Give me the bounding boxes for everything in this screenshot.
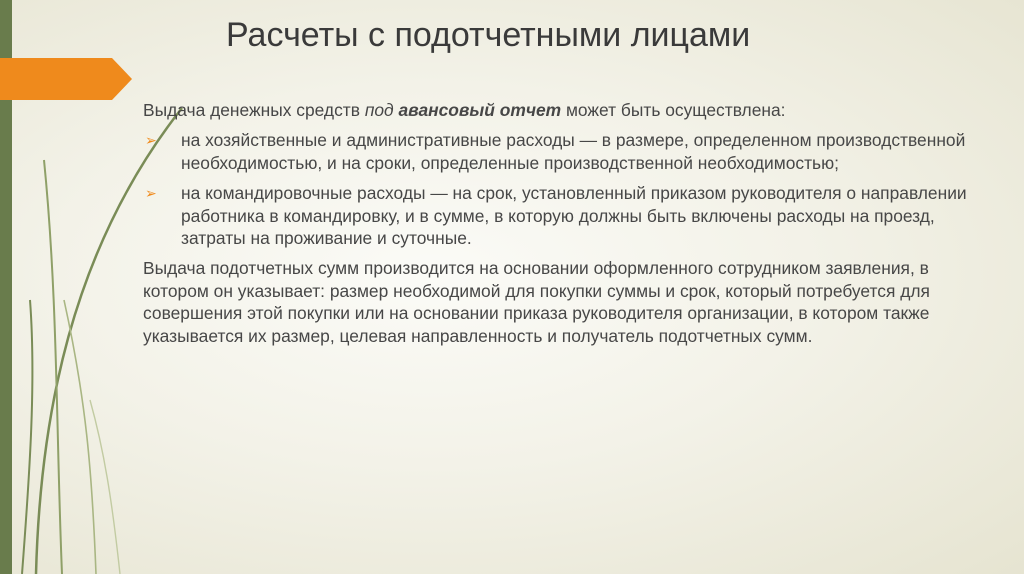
orange-title-marker [0, 58, 132, 100]
bullet-text: на командировочные расходы — на срок, установленный приказом руководителя о направлении работника в командировку, и в сумме, в которую должны быть включены расходы на проезд, затраты на проживание и суточные. [181, 183, 967, 249]
intro-paragraph [143, 99, 983, 121]
slide-title: Расчеты с подотчетными лицами [226, 16, 751, 54]
slide-body [143, 99, 983, 355]
bullet-text: на хозяйственные и административные расходы — в размере, определенном производственной необходимостью, и на сроки, определенные производственной необходимостью; [181, 130, 966, 173]
bullet-item [143, 182, 983, 249]
arrow-bullet-icon: ➢ [145, 185, 157, 202]
intro-text: Выдача денежных средств [143, 100, 365, 120]
bullet-item [143, 129, 983, 174]
intro-italic-word: под [364, 100, 394, 120]
intro-emphasis: авансовый отчет [398, 100, 562, 120]
arrow-bullet-icon: ➢ [145, 132, 157, 149]
closing-paragraph: Выдача подотчетных сумм производится на основании оформленного сотрудником заявления, в котором он указывает: размер необходимой для покупки суммы и срок, который потребуется для совершения этой покупки или на основании приказа руководителя организации, в котором также указывается их размер, целевая направленность и получатель подотчетных сумм. [143, 258, 930, 346]
intro-text-end: может быть осуществлена: [561, 100, 786, 120]
